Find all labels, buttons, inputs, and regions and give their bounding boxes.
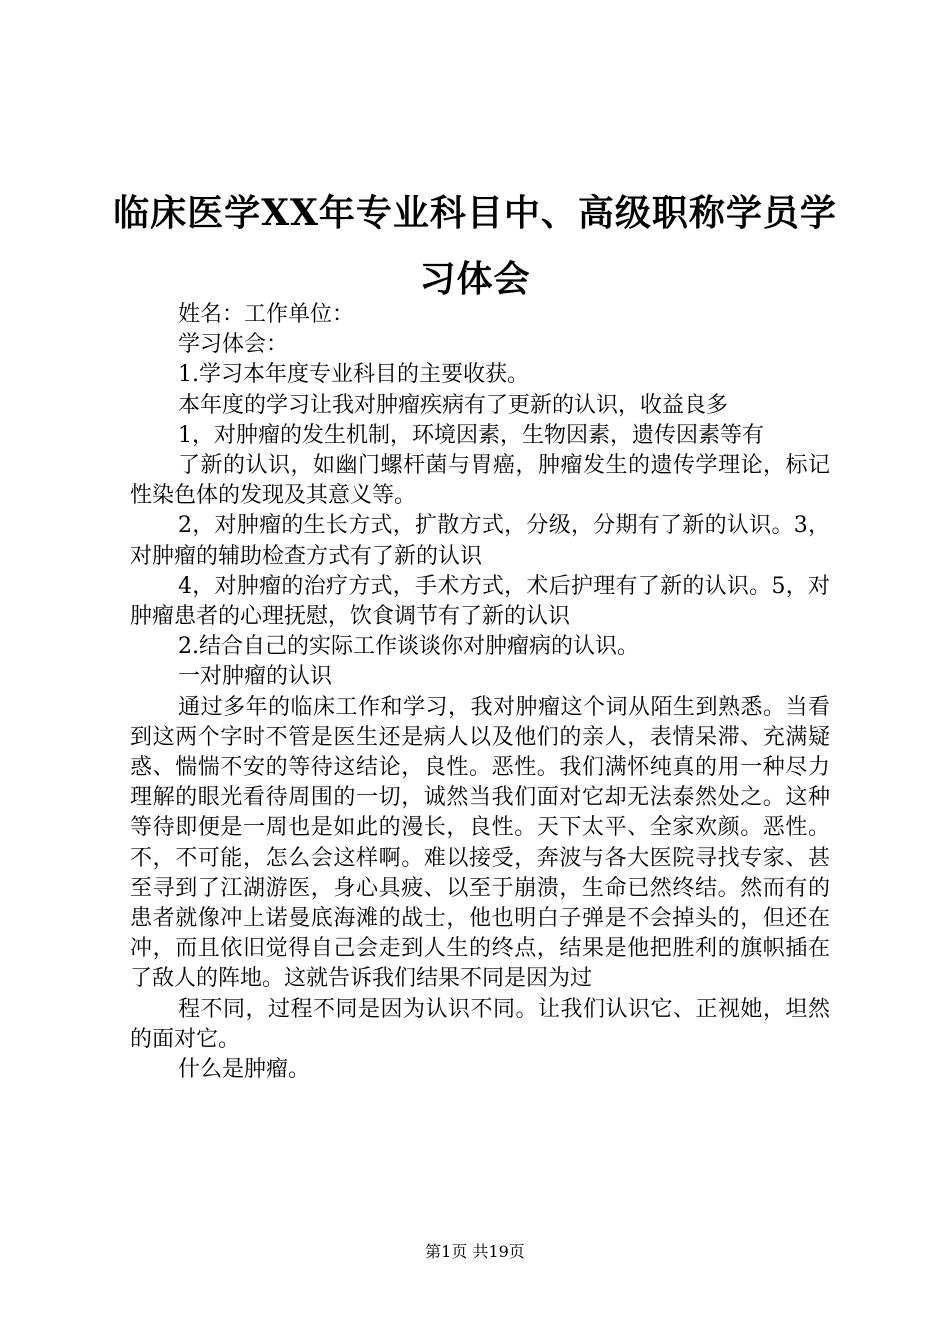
paragraph-section-1-heading: 1.学习本年度专业科目的主要收获。 [178,362,529,388]
paragraph-points-4-5: 4，对肿瘤的治疗方式，手术方式，术后护理有了新的认识。5，对肿瘤患者的心理抚慰，饮食调节有了新的认识 [130,573,830,630]
paragraph-subheading-tumor: 一对肿瘤的认识 [178,664,333,690]
paragraph-points-2-3: 2，对肿瘤的生长方式，扩散方式，分级，分期有了新的认识。3，对肿瘤的辅助检查方式有了新的认识 [130,513,830,569]
document-title: 临床医学XX年专业科目中、高级职称学员学习体会 [113,192,837,300]
paragraph-essay-continued: 程不同，过程不同是因为认识不同。让我们认识它、正视她，坦然的面对它。 [130,996,830,1052]
paragraph-study-experience-label: 学习体会： [178,332,289,358]
paragraph-what-is-tumor: 什么是肿瘤。 [178,1057,311,1083]
paragraph-intro: 本年度的学习让我对肿瘤疾病有了更新的认识，收益良多 [178,392,729,418]
paragraph-main-essay: 通过多年的临床工作和学习，我对肿瘤这个词从陌生到熟悉。当看到这两个字时不管是医生还是病人以及他们的亲人，表情呆滞、充满疑惑、惴惴不安的等待这结论，良性。恶性。我们满怀纯真的用一种尽力理解的眼光看待周围的一切，诚然当我们面对它却无法泰然处之。这种等待即便是一周也是如此的漫长，良性。天下太平、全家欢颜。恶性。不，不可能，怎么会这样啊。难以接受，奔波与各大医院寻找专家、甚至寻到了江湖游医，身心具疲、以至于崩溃，生命已然终结。然而有的患者就像冲上诺曼底海滩的战士，他也明白子弹是不会掉头的，但还在冲，而且依旧觉得自己会走到人生的终点，结果是他把胜利的旗帜插在了敌人的阵地。这就告诉我们结果不同是因为过 [130,694,830,992]
paragraph-section-2-heading: 2.结合自己的实际工作谈谈你对肿瘤病的认识。 [178,634,639,660]
document-body [130,300,830,1085]
paragraph-point-1-continued: 了新的认识，如幽门螺杆菌与胃癌，肿瘤发生的遗传学理论，标记性染色体的发现及其意义等。 [130,453,830,509]
page-number-footer: 第1页 共19页 [425,1242,525,1261]
paragraph-name-unit: 姓名：工作单位： [178,302,355,327]
paragraph-point-1: 1，对肿瘤的发生机制，环境因素，生物因素，遗传因素等有 [178,422,764,448]
